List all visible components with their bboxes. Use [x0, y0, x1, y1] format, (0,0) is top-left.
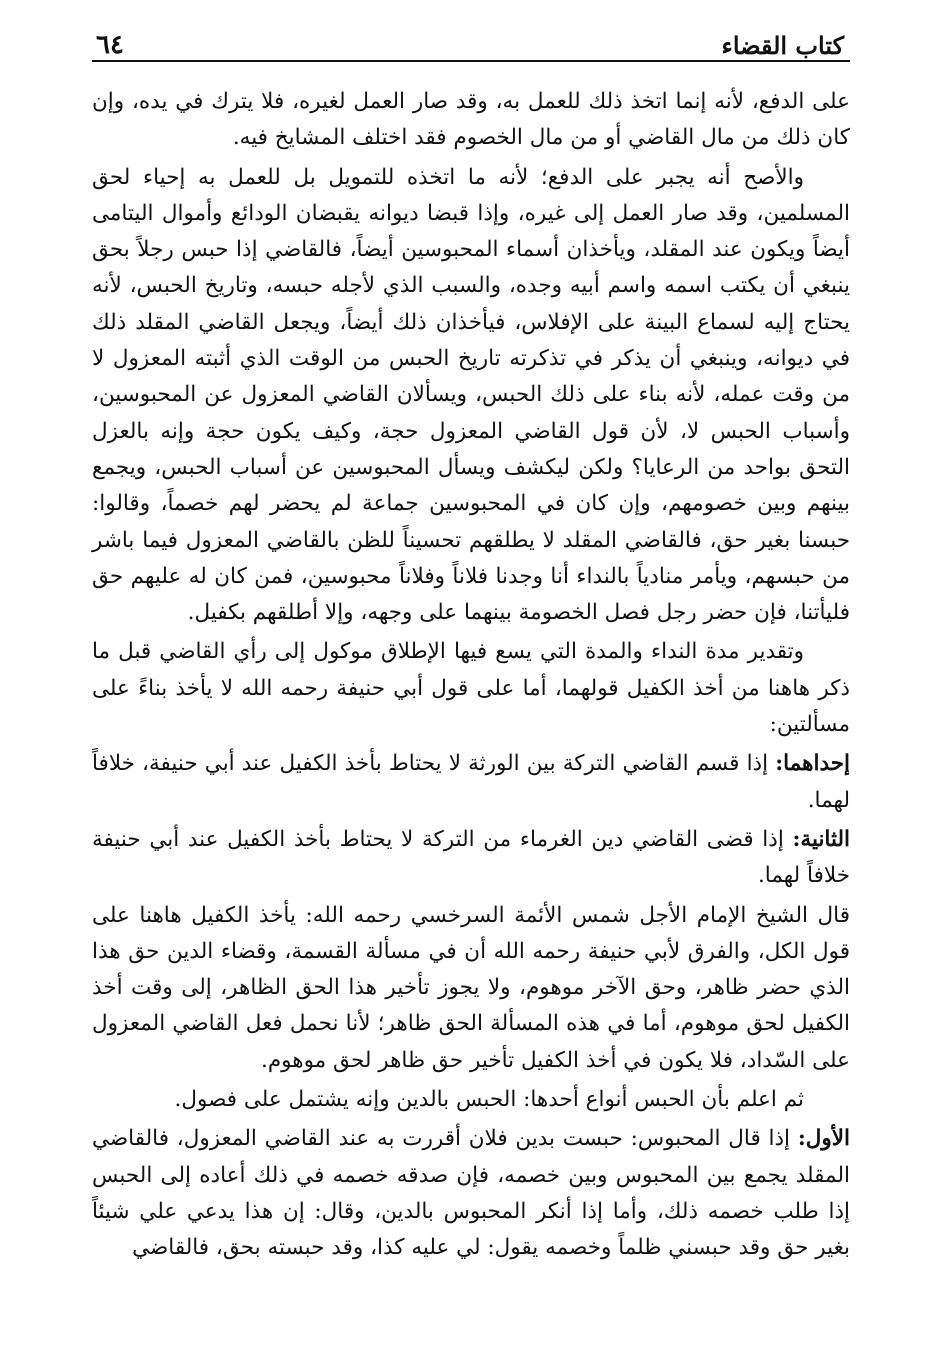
paragraph-lead: إحداهما: [775, 751, 850, 777]
paragraph-3: وتقدير مدة النداء والمدة التي يسع فيها الإطلاق موكول إلى رأي القاضي قبل ما ذكر هاهنا من أخذ الكفيل قولهما، أما على قول أبي حنيفة رحمه الله لا يأخذ بناءً على مسألتين: [92, 639, 850, 738]
paragraph-lead: الأول: [797, 1126, 850, 1152]
paragraph-lead: الثانية: [792, 826, 850, 852]
paragraph-5: الثانية: إذا قضى القاضي دين الغرماء من التركة لا يحتاط بأخذ الكفيل عند أبي حنيفة خلافاً لهما. [92, 826, 850, 889]
paragraph-8: الأول: إذا قال المحبوس: حبست بدين فلان أقررت به عند القاضي المعزول، فالقاضي المقلد يجمع بين المحبوس وبين خصمه، فإن صدقه خصمه في ذلك أعاده إلى الحبس إذا طلب خصمه ذلك، وأما إذا أنكر المحبوس بالدين، وقال: إن هذا يدعي علي شيئاً بغير حق وقد حبسني ظلماً وخصمه يقول: لي عليه كذا، وقد حبسته بحق، فالقاضي [92, 1126, 850, 1261]
page-body [92, 84, 850, 1267]
paragraph-1: على الدفع، لأنه إنما اتخذ ذلك للعمل به، وقد صار العمل لغيره، فلا يترك في يده، وإن كان ذلك من مال القاضي أو من مال الخصوم فقد اختلف المشايخ فيه. [92, 89, 850, 151]
page-number: ٦٤ [96, 30, 124, 60]
page-header [92, 22, 850, 62]
paragraph-7: ثم اعلم بأن الحبس أنواع أحدها: الحبس بالدين وإنه يشتمل على فصول. [174, 1087, 804, 1113]
book-title: كتاب القضاء [721, 31, 844, 60]
paragraph-2: والأصح أنه يجبر على الدفع؛ لأنه ما اتخذه للتمويل بل للعمل به إحياء لحق المسلمين، وقد صار العمل إلى غيره، وإذا قبضا ديوانه يقبضان الودائع وأموال اليتامى أيضاً ويكون عند المقلد، ويأخذان أسماء المحبوسين أيضاً، فالقاضي إذا حبس رجلاً بحق ينبغي أن يكتب اسمه واسم أبيه وجده، والسبب الذي لأجله حبسه، وتاريخ الحبس، لأنه يحتاج إليه لسماع البينة على الإفلاس، فيأخذان ذلك أيضاً، ويجعل القاضي المقلد ذلك في ديوانه، وينبغي أن يذكر في تذكرته تاريخ الحبس من الوقت الذي أثبته المعزول لا من وقت عمله، لأنه بناء على ذلك الحبس، ويسألان القاضي المعزول عن المحبوسين، وأسباب الحبس لا، لأن قول القاضي المعزول حجة، وكيف يكون حجة وإنه بالعزل التحق بواحد من الرعايا؟ ولكن ليكشف ويسأل المحبوسين عن أسباب الحبس، ويجمع بينهم وبين خصومهم، وإن كان في المحبوسين جماعة لم يحضر لهم خصماً، وقالوا: حبسنا بغير حق، فالقاضي المقلد لا يطلقهم تحسيناً للظن بالقاضي المعزول فيما باشر من حبسهم، ويأمر منادياً بالنداء أنا وجدنا فلاناً وفلاناً محبوسين، فمن كان له عليهم حق فليأتنا، فإن حضر رجل فصل الخصومة بينهما على وجهه، وإلا أطلقهم بكفيل. [92, 164, 850, 626]
paragraph-6: قال الشيخ الإمام الأجل شمس الأئمة السرخسي رحمه الله: يأخذ الكفيل هاهنا على قول الكل، والفرق لأبي حنيفة رحمه الله أن في مسألة القسمة، وقضاء الدين حق هذا الذي حضر ظاهر، وحق الآخر موهوم، ولا يجوز تأخير هذا الحق الظاهر، إلى وقت أخذ الكفيل لحق موهوم، أما في هذه المسألة الحق ظاهر؛ لأنا نحمل فعل القاضي المعزول على السّداد، فلا يكون في أخذ الكفيل تأخير حق ظاهر لحق موهوم. [92, 902, 850, 1073]
paragraph-4: إحداهما: إذا قسم القاضي التركة بين الورثة لا يحتاط بأخذ الكفيل عند أبي حنيفة، خلافاً لهما. [92, 751, 850, 813]
